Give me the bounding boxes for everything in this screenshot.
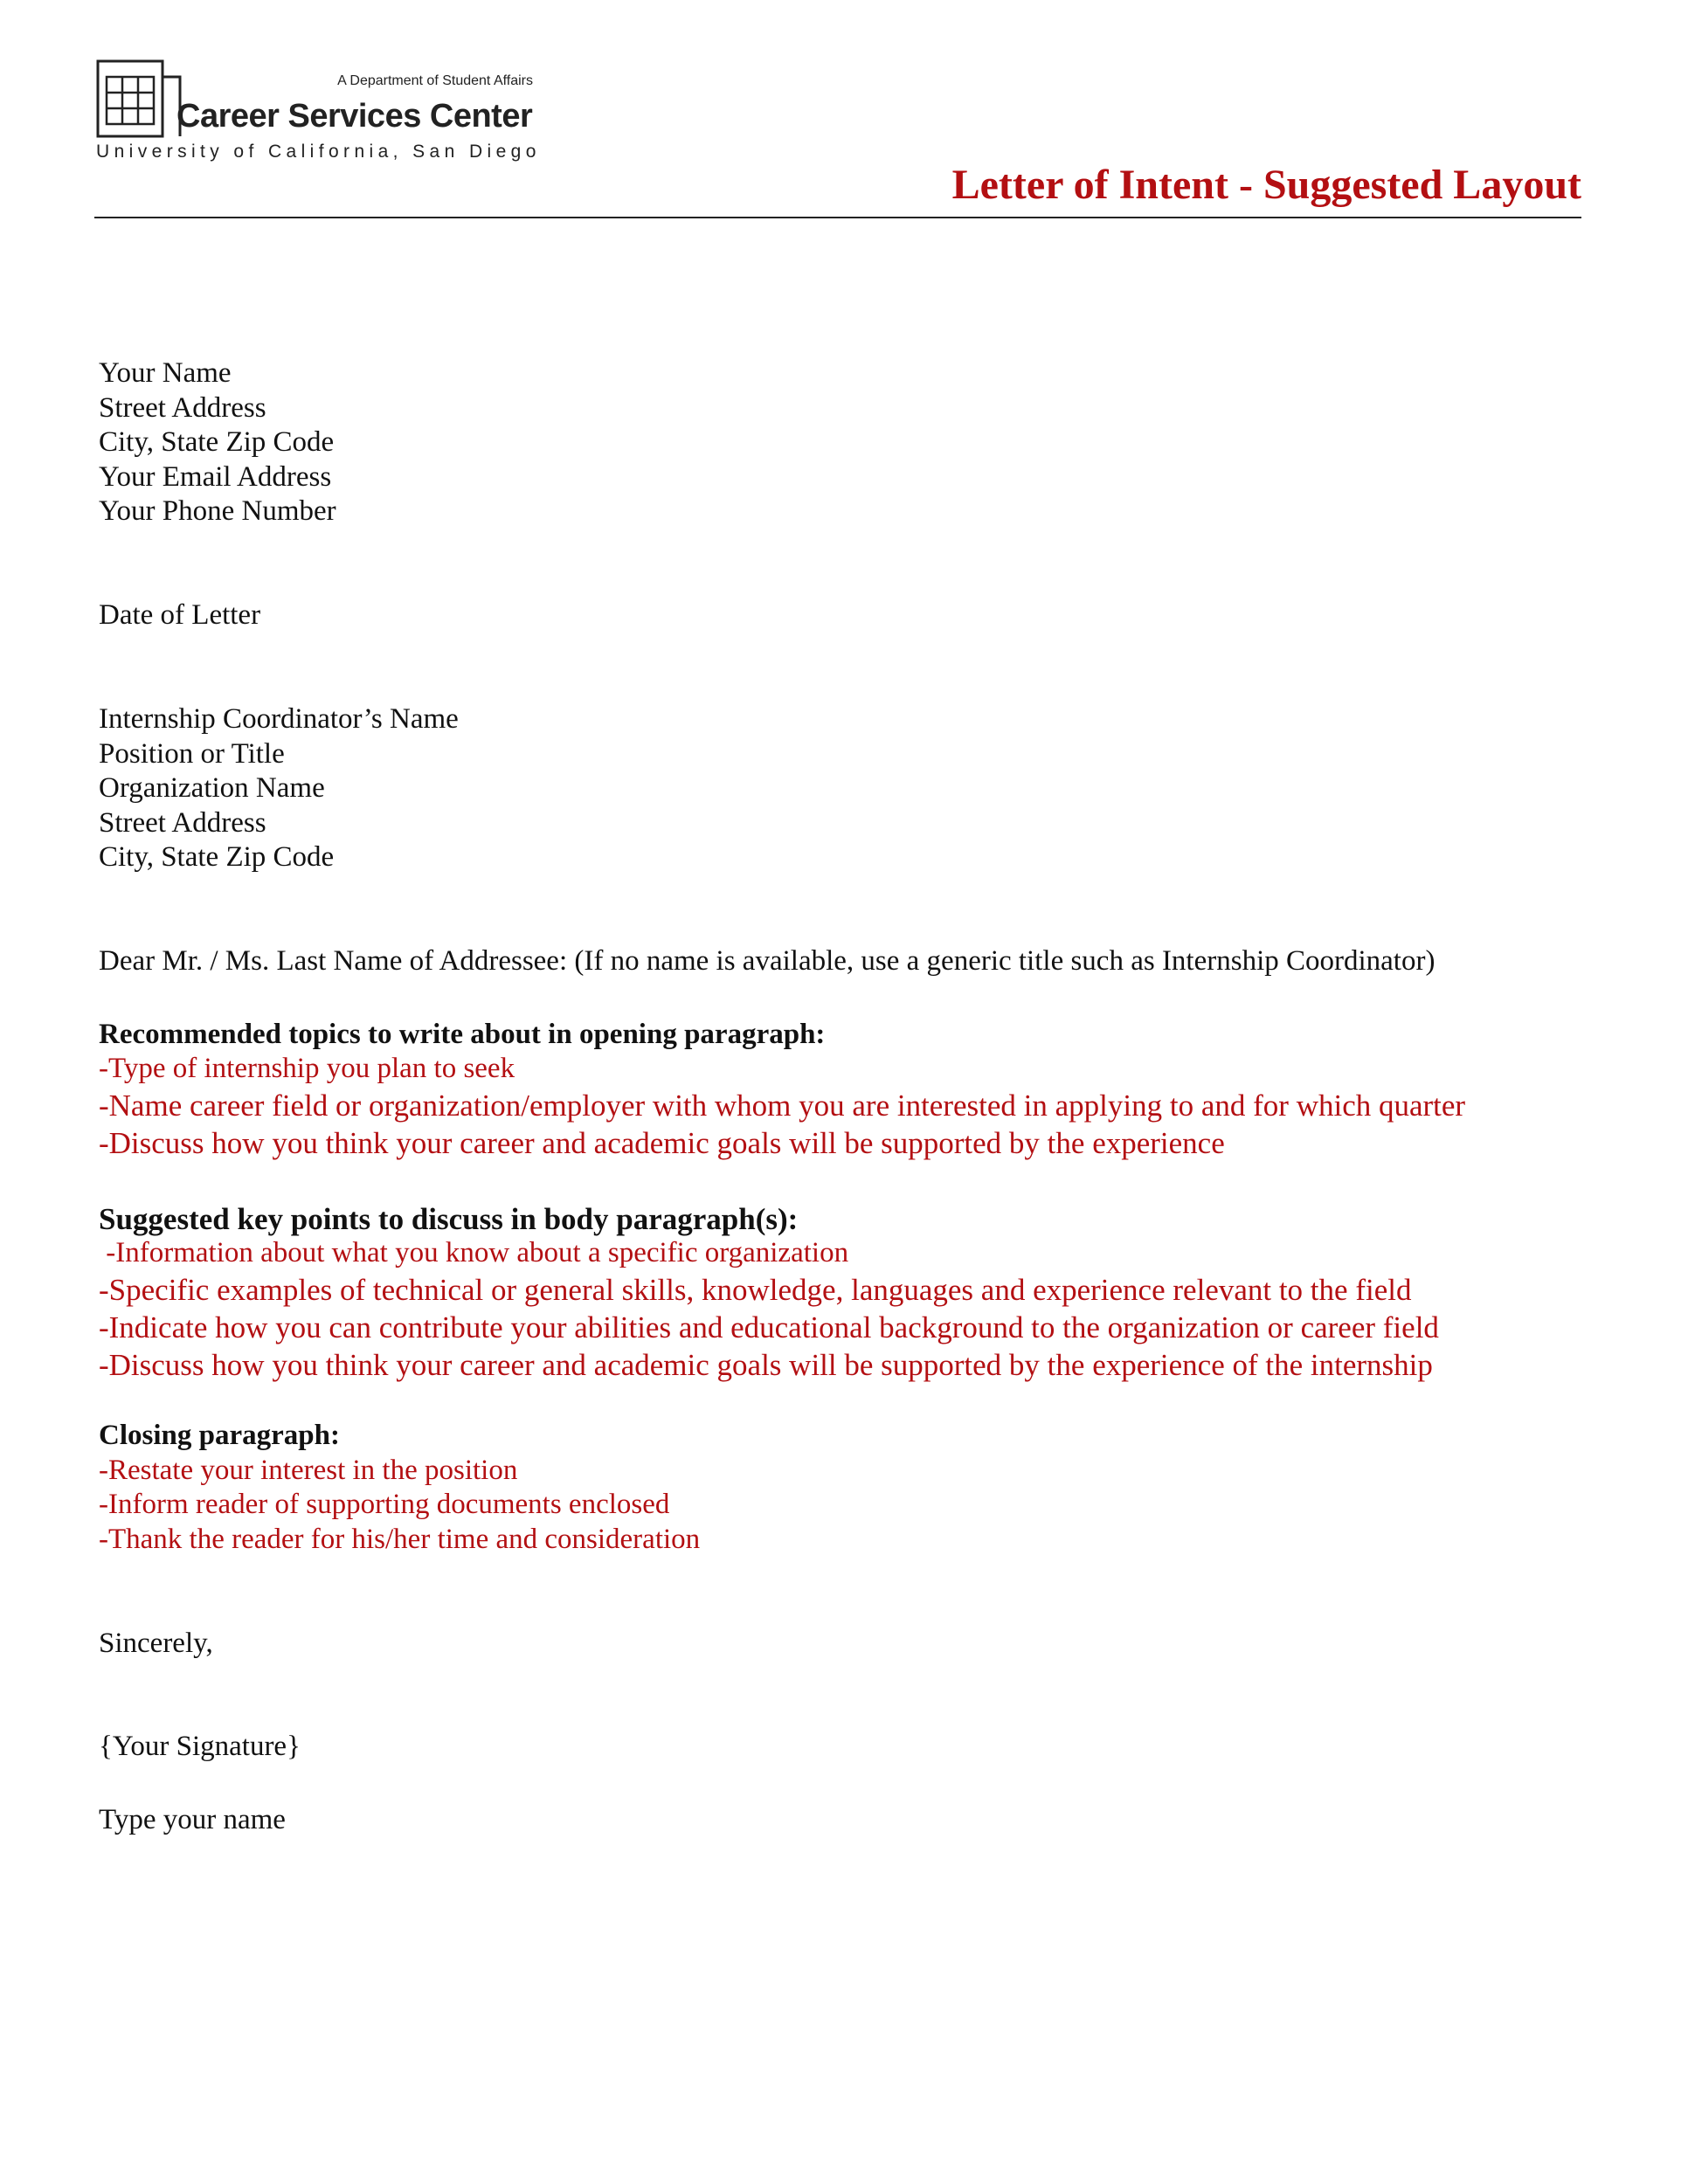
logo-center-name: Career Services Center: [176, 98, 533, 135]
logo-university-name: University of California, San Diego: [96, 142, 541, 162]
document-title: Letter of Intent - Suggested Layout: [951, 162, 1581, 208]
typed-name: Type your name: [99, 1804, 286, 1835]
building-grid-icon: [96, 59, 183, 140]
header-divider: [94, 217, 1581, 218]
recipient-title: Position or Title: [99, 737, 285, 770]
recipient-organization: Organization Name: [99, 772, 325, 805]
closing-item: -Restate your interest in the position: [99, 1454, 518, 1486]
letter-body: [99, 356, 1602, 1838]
body-item: -Information about what you know about a specific organization: [99, 1237, 849, 1269]
letter-date: Date of Letter: [99, 599, 261, 632]
sender-phone: Your Phone Number: [99, 495, 336, 528]
opening-section: [99, 1018, 1602, 1162]
logo-department-text: A Department of Student Affairs: [337, 73, 533, 88]
closing-heading: Closing paragraph:: [99, 1420, 340, 1452]
body-item: -Discuss how you think your career and academic goals will be supported by the experience of the internship: [99, 1348, 1433, 1383]
sender-city-state-zip: City, State Zip Code: [99, 426, 335, 459]
salutation: Dear Mr. / Ms. Last Name of Addressee: (If no name is available, use a generic title such as Internship Coordinator): [99, 945, 1435, 978]
body-heading: Suggested key points to discuss in body paragraph(s):: [99, 1201, 799, 1236]
opening-item: -Discuss how you think your career and academic goals will be supported by the experience: [99, 1125, 1225, 1160]
signature-placeholder: {Your Signature}: [99, 1731, 301, 1763]
body-section: [99, 1202, 1602, 1384]
closing-item: -Inform reader of supporting documents enclosed: [99, 1489, 670, 1521]
opening-item: -Name career field or organization/employer with whom you are interested in applying to and for which quarter: [99, 1088, 1466, 1123]
sender-name: Your Name: [99, 357, 232, 389]
sender-address-block: [99, 356, 1602, 529]
opening-item: -Type of internship you plan to seek: [99, 1053, 515, 1085]
recipient-street: Street Address: [99, 806, 266, 839]
sender-street: Street Address: [99, 391, 266, 424]
recipient-city-state-zip: City, State Zip Code: [99, 841, 335, 874]
body-item: -Indicate how you can contribute your abilities and educational background to the organization or career field: [99, 1310, 1439, 1345]
sender-email: Your Email Address: [99, 460, 332, 493]
closing-section: [99, 1419, 1602, 1557]
closing-item: -Thank the reader for his/her time and consideration: [99, 1523, 701, 1555]
body-item: -Specific examples of technical or general skills, knowledge, languages and experience relevant to the field: [99, 1273, 1412, 1308]
career-services-logo: [96, 59, 542, 173]
recipient-address-block: [99, 702, 1602, 875]
signoff: Sincerely,: [99, 1627, 213, 1659]
opening-heading: Recommended topics to write about in opening paragraph:: [99, 1018, 826, 1050]
recipient-name: Internship Coordinator’s Name: [99, 702, 459, 735]
